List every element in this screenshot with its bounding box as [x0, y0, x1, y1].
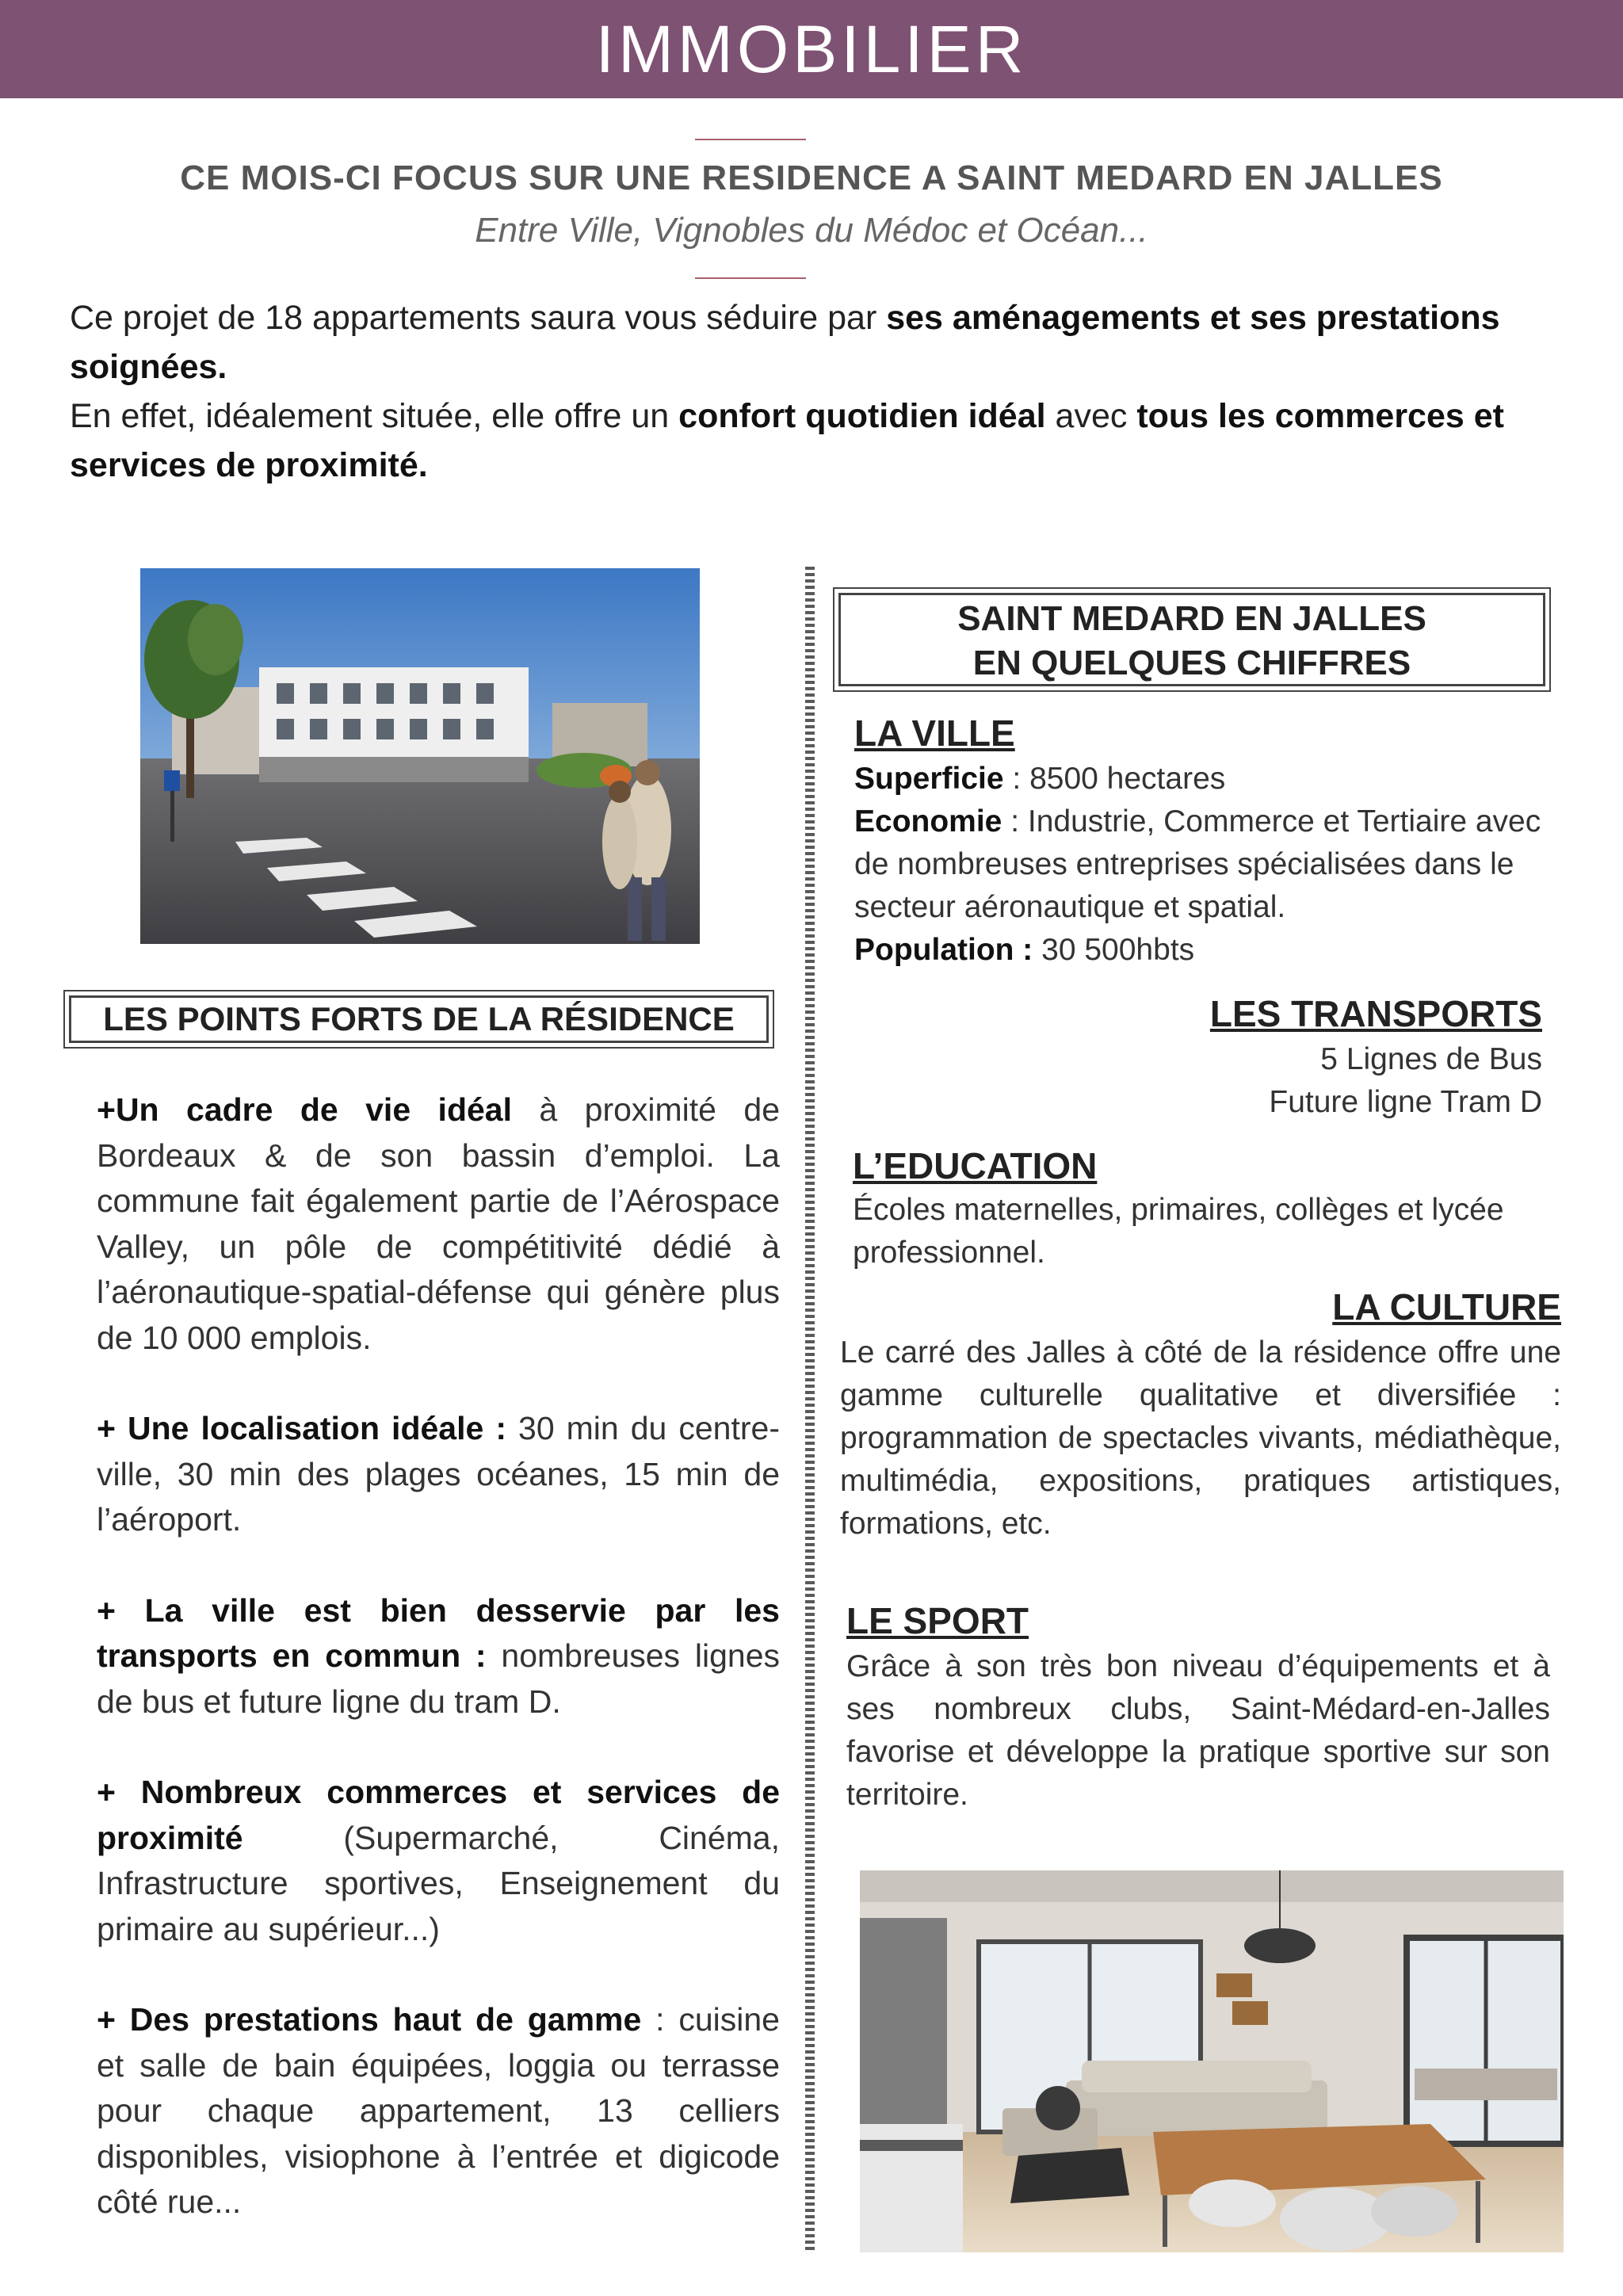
divider-bottom [695, 277, 806, 279]
section-title: IMMOBILIER [595, 12, 1028, 86]
education-text: Écoles maternelles, primaires, collèges et lycée professionnel. [853, 1193, 1504, 1270]
focus-subtitle: Entre Ville, Vignobles du Médoc et Océan... [475, 211, 1148, 250]
transports-heading: LES TRANSPORTS [1209, 993, 1542, 1034]
point-item: + Nombreux commerces et services de proximité (Supermarché, Cinéma, Infrastructure sportives, Enseignement du primaire au supérieur...) [97, 1774, 780, 1947]
point-item: + La ville est bien desservie par les transports en commun : nombreuses lignes de bus et future ligne du tram D. [97, 1591, 780, 1720]
apartment-interior-photo [860, 1870, 1564, 2252]
intro-paragraph-1: Ce projet de 18 appartements saura vous séduire par ses aménagements et ses prestations soignées. [70, 299, 1500, 386]
point-item: + Des prestations haut de gamme : cuisine et salle de bain équipées, loggia ou terrasse pour chaque appartement, 13 celliers disponibles, visiophone à l’entrée et digicode côté rue... [97, 2001, 780, 2220]
residence-exterior-photo [140, 568, 700, 944]
ville-text: Superficie : 8500 hectares Economie : Industrie, Commerce et Tertiaire avec de nombreuses entreprises spécialisées dans le secteur aéronautique et spatial. Population : 30 500hbts [854, 762, 1541, 967]
focus-title: CE MOIS-CI FOCUS SUR UNE RESIDENCE A SAINT MEDARD EN JALLES [180, 159, 1443, 197]
intro-paragraph-2: En effet, idéalement située, elle offre un confort quotidien idéal avec tous les commerces et services de proximité. [70, 397, 1504, 484]
sport-text: Grâce à son très bon niveau d’équipements et à ses nombreux clubs, Saint-Médard-en-Jalles favorise et développe la pratique sportive sur son territoire. [846, 1649, 1550, 1812]
points-list [97, 1087, 780, 2271]
culture-heading: LA CULTURE [1332, 1286, 1561, 1328]
transports-text: 5 Lignes de Bus Future ligne Tram D [1269, 1042, 1542, 1119]
column-separator [805, 567, 815, 2251]
point-item: + Une localisation idéale : 30 min du centre-ville, 30 min des plages océanes, 15 min de l’aéroport. [97, 1410, 780, 1538]
sport-heading: LE SPORT [846, 1600, 1029, 1641]
figures-heading: SAINT MEDARD EN JALLES EN QUELQUES CHIFFRES [838, 593, 1545, 686]
intro-text [70, 293, 1568, 490]
education-heading: L’EDUCATION [853, 1145, 1098, 1186]
section-header [0, 0, 1623, 98]
divider-top [695, 139, 806, 140]
points-forts-heading: LES POINTS FORTS DE LA RÉSIDENCE [69, 995, 769, 1043]
ville-heading: LA VILLE [854, 712, 1015, 754]
point-item: +Un cadre de vie idéal à proximité de Bordeaux & de son bassin d’emploi. La commune fait également partie de l’Aérospace Valley, un pôle de compétitivité dédié à l’aéronautique-spatial-défense qui génère plus de 10 000 emplois. [97, 1091, 780, 1356]
culture-text: Le carré des Jalles à côté de la résidence offre une gamme culturelle qualitative et diversifiée : programmation de spectacles vivants, médiathèque, multimédia, expositions, pratiques artistiques, formations, etc. [840, 1335, 1561, 1541]
